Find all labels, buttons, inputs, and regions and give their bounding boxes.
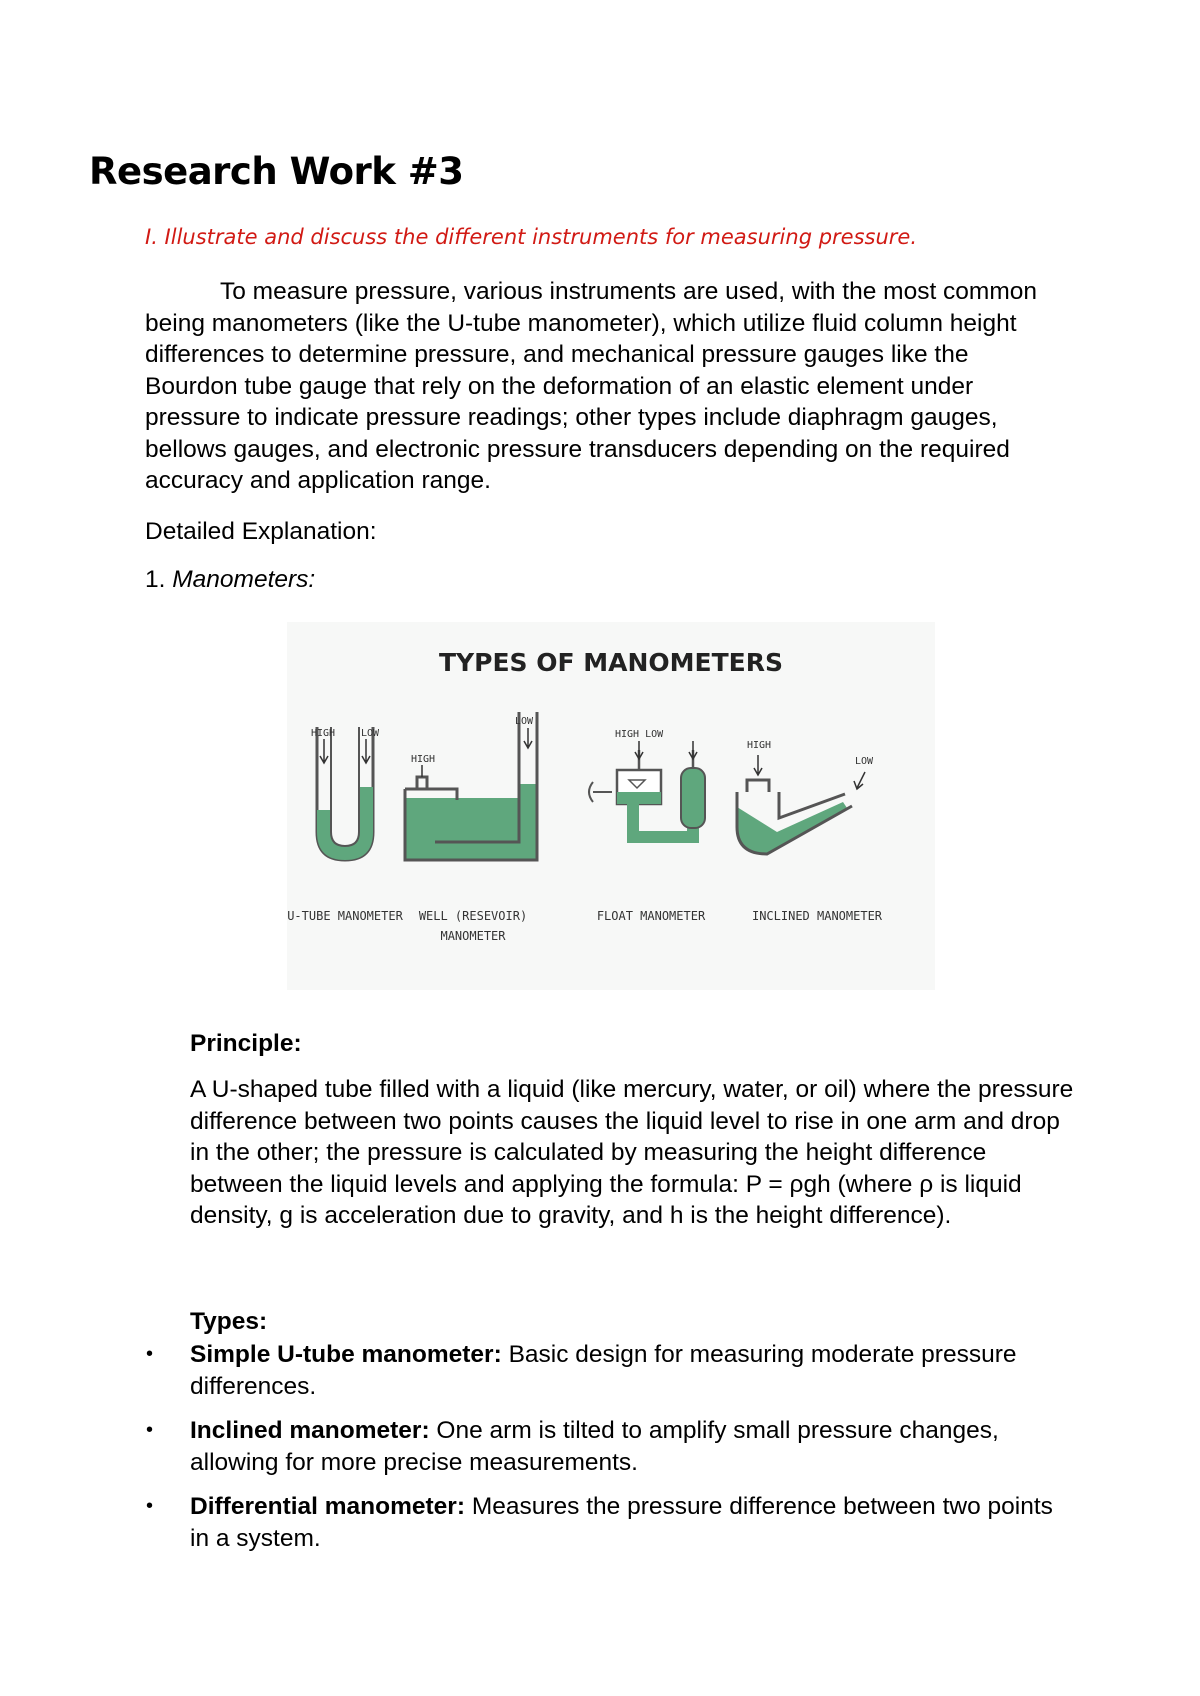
inclined-low-arrow (854, 772, 865, 789)
section-number: 1. (145, 566, 166, 593)
type-description: Basic design for measuring moderate pressure differences. (190, 1341, 1017, 1400)
manometer-diagram (287, 622, 935, 990)
u-tube-low-label: LOW (361, 728, 380, 739)
section-title: Manometers: (172, 566, 316, 593)
list-item (146, 1339, 1070, 1402)
inclined-fluid (737, 802, 847, 854)
principle-text: A U-shaped tube filled with a liquid (like mercury, water, or oil) where the pressure difference between two points causes the liquid level to rise in one arm and drop in the other; the pressure is calculated by measuring the height difference between the liquid levels and applying the formula: P = ρgh (where ρ is liquid density, g is acceleration due to gravity, and h is the height difference). (190, 1076, 1074, 1229)
inclined-high-arrow (754, 755, 762, 775)
type-name: Inclined manometer: (190, 1417, 430, 1444)
u-tube-caption: U-TUBE MANOMETER (287, 909, 403, 923)
u-tube-high-arrow (320, 739, 328, 763)
type-description: One arm is tilted to amplify small pressure changes, allowing for more precise measurements. (190, 1417, 999, 1476)
bullet: • (146, 1495, 154, 1517)
inclined-caption: INCLINED MANOMETER (751, 909, 883, 923)
well-caption-line2: MANOMETER (440, 929, 506, 943)
u-tube-high-label: HIGH (311, 728, 336, 739)
float-chamber-fluid (617, 792, 661, 804)
figure-title: TYPES OF MANOMETERS (438, 648, 784, 677)
float-dial (589, 782, 593, 802)
well-inlet (417, 777, 427, 789)
well-low-label: LOW (515, 716, 534, 727)
manometer-types-figure (287, 622, 935, 990)
float-high-low-label: HIGH LOW (615, 729, 664, 740)
detailed-explanation-heading: Detailed Explanation: (145, 518, 377, 545)
float-column (681, 768, 705, 828)
u-tube-low-arrow (362, 739, 370, 763)
types-heading: Types: (190, 1308, 268, 1335)
list-item (146, 1491, 1070, 1554)
well-manometer-drawing (405, 712, 537, 860)
well-caption-line1: WELL (RESEVOIR) (418, 909, 528, 923)
float-inlets (639, 750, 693, 770)
inclined-high-label: HIGH (747, 740, 772, 751)
well-tube-fluid (519, 784, 537, 860)
bullet: • (146, 1419, 154, 1441)
well-fluid (405, 798, 519, 860)
float-caption: FLOAT MANOMETER (596, 909, 706, 923)
types-list (146, 1339, 1070, 1567)
section-heading-manometers (145, 566, 315, 594)
type-description: Measures the pressure difference between two points in a system. (190, 1493, 1053, 1552)
inclined-manometer-drawing (737, 740, 874, 854)
u-tube-manometer-drawing (311, 727, 380, 860)
well-high-label: HIGH (411, 754, 436, 765)
principle-heading: Principle: (190, 1030, 302, 1057)
intro-paragraph: To measure pressure, various instruments are used, with the most common being manometers (like the U-tube manometer), which utilize fluid column height differences to determine pressure, and mechanical pressure gauges like the Bourdon tube gauge that rely on the deformation of an elastic element under pressure to indicate pressure readings; other types include diaphragm gauges, bellows gauges, and electronic pressure transducers depending on the required accuracy and application range. (145, 278, 1038, 494)
inclined-inlet (747, 780, 769, 792)
question-text: I. Illustrate and discuss the different instruments for measuring pressure. (145, 225, 918, 249)
inclined-low-label: LOW (855, 756, 874, 767)
float-low-arrow (689, 741, 697, 759)
float-manometer-drawing (589, 729, 705, 837)
u-tube-inner (331, 727, 359, 846)
well-low-arrow (524, 728, 532, 748)
list-item (146, 1415, 1070, 1478)
u-tube-fluid (317, 787, 373, 860)
bullet: • (146, 1343, 154, 1365)
type-name: Simple U-tube manometer: (190, 1341, 502, 1368)
float-high-arrow (635, 741, 643, 759)
document-title: Research Work #3 (89, 150, 464, 193)
type-name: Differential manometer: (190, 1493, 466, 1520)
